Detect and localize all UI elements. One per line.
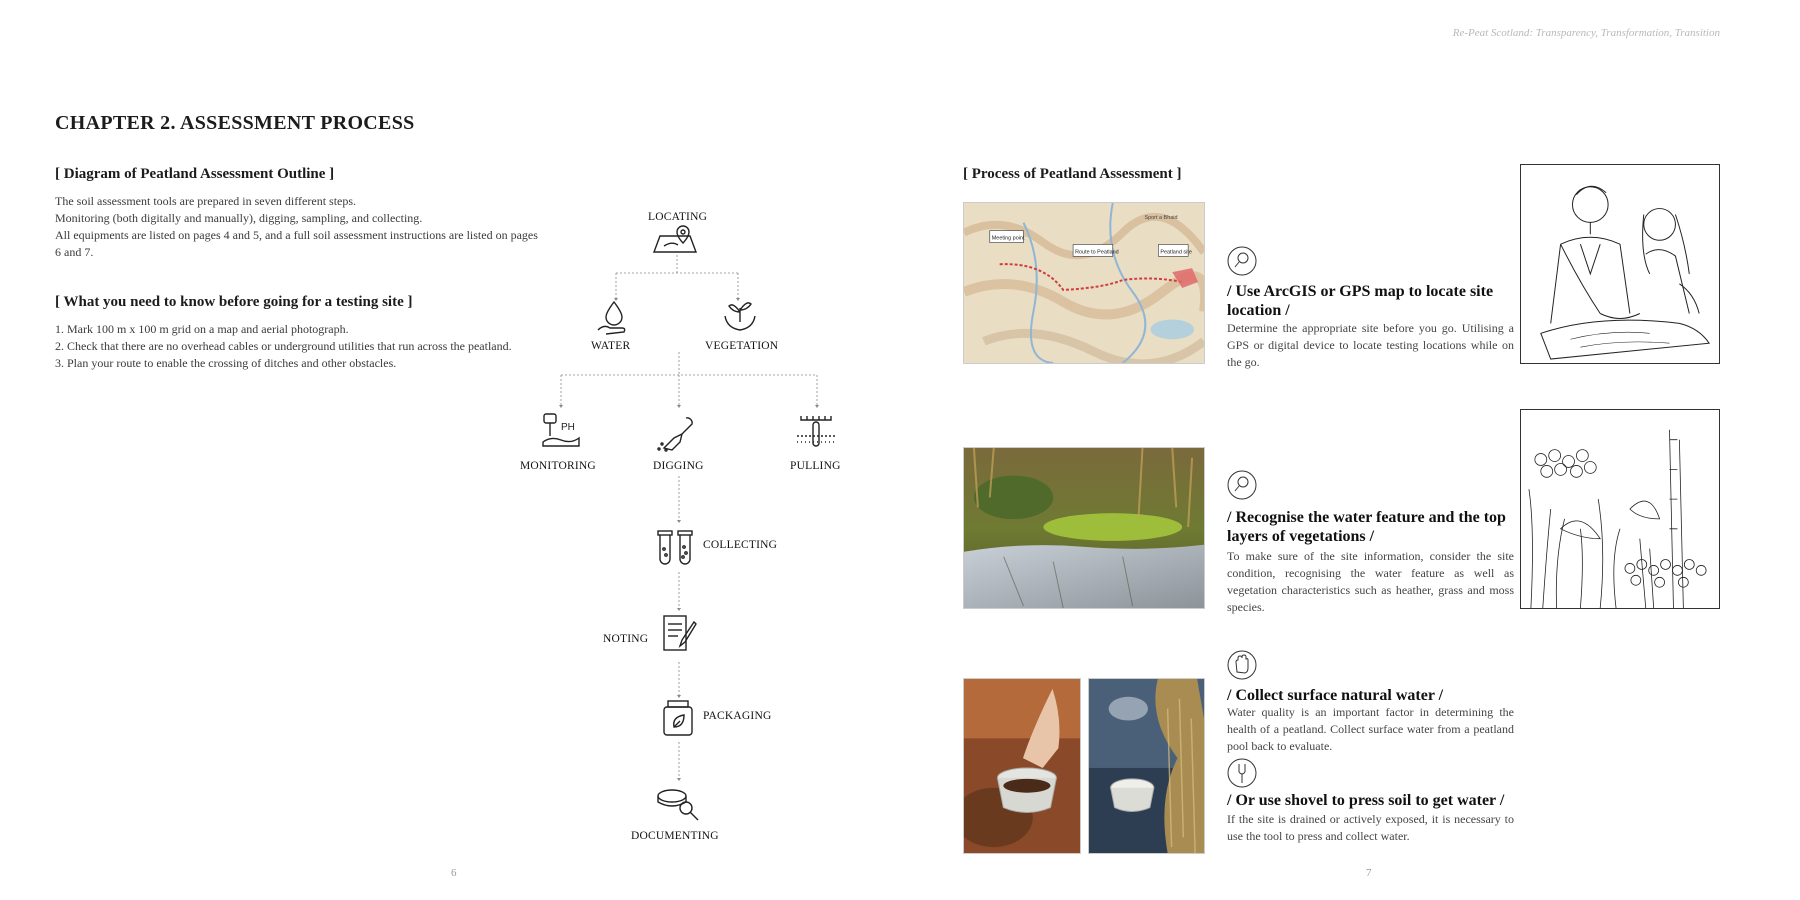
peatland-pool-photo: [963, 447, 1205, 609]
svg-text:PH: PH: [561, 422, 575, 433]
sample-jar-icon: [660, 699, 696, 737]
sketch-people-reading-map: [1520, 164, 1720, 364]
chapter-title: CHAPTER 2. ASSESSMENT PROCESS: [55, 112, 415, 134]
notepad-icon: [660, 614, 698, 654]
magnifier-icon: [1227, 470, 1257, 500]
intro-line: All equipments are listed on pages 4 and 5, and a full soil assessment instructions are listed on pages 6 and 7.: [55, 228, 538, 259]
magnifier-icon: [1227, 246, 1257, 276]
page-number-right: 7: [1366, 867, 1372, 879]
soil-corer-icon: [795, 412, 837, 452]
ph-meter-icon: [541, 412, 581, 448]
step-body: Water quality is an important factor in determining the health of a peatland. Collect surface water from a peatland pool back to evaluate.: [1227, 705, 1514, 753]
diagram-label-noting: NOTING: [603, 633, 649, 645]
step-body: To make sure of the site information, consider the site condition, recognising the water feature as well as vegetation characteristics such as heather, grass and moss species.: [1227, 549, 1514, 614]
site-map-image: [963, 202, 1205, 364]
cup-in-water-photo: [1088, 678, 1205, 854]
svg-text:Route to Peatland: Route to Peatland: [1075, 249, 1119, 256]
step-body: Determine the appropriate site before you go. Utilising a GPS or digital device to locate testing locations while on the go.: [1227, 321, 1514, 369]
diagram-label-packaging: PACKAGING: [703, 710, 772, 722]
diagram-label-digging: DIGGING: [653, 460, 704, 472]
step-title: / Recognise the water feature and the top layers of vegetations /: [1227, 509, 1506, 545]
page-number-left: 6: [451, 867, 457, 879]
know-item: 2. Check that there are no overhead cables or underground utilities that run across the peatland.: [55, 339, 512, 353]
svg-text:Sport a Bhaid: Sport a Bhaid: [1144, 214, 1178, 221]
intro-line: Monitoring (both digitally and manually), digging, sampling, and collecting.: [55, 211, 423, 225]
know-heading: [ What you need to know before going for a testing site ]: [55, 294, 413, 310]
step-title: / Collect surface natural water /: [1227, 687, 1444, 704]
glove-icon: [1227, 650, 1257, 680]
process-heading: [ Process of Peatland Assessment ]: [963, 166, 1182, 182]
know-item: 3. Plan your route to enable the crossing of ditches and other obstacles.: [55, 356, 397, 370]
step-body: If the site is drained or actively exposed, it is necessary to use the tool to press and collect water.: [1227, 812, 1514, 843]
know-item: 1. Mark 100 m x 100 m grid on a map and aerial photograph.: [55, 322, 349, 336]
shovel-icon: [656, 416, 696, 454]
sketch-vegetation-layers: [1520, 409, 1720, 609]
diagram-label-monitoring: MONITORING: [520, 460, 596, 472]
intro-line: The soil assessment tools are prepared in seven different steps.: [55, 194, 357, 208]
step-title: / Use ArcGIS or GPS map to locate site location /: [1227, 283, 1494, 319]
running-header: Re-Peat Scotland: Transparency, Transformation, Transition: [1452, 27, 1720, 39]
water-drop-icon: [596, 300, 630, 336]
diagram-label-vegetation: VEGETATION: [705, 340, 779, 352]
svg-text:Meeting point: Meeting point: [991, 235, 1025, 242]
diagram-label-documenting: DOCUMENTING: [631, 830, 719, 842]
diagram-label-collecting: COLLECTING: [703, 539, 778, 551]
hand-cup-photo: [963, 678, 1081, 854]
diagram-heading: [ Diagram of Peatland Assessment Outline ]: [55, 166, 335, 182]
svg-text:Peatland site: Peatland site: [1160, 249, 1192, 256]
diagram-label-water: WATER: [591, 340, 631, 352]
shovel-icon: [1227, 758, 1257, 788]
petri-magnifier-icon: [656, 784, 700, 822]
test-tubes-icon: [654, 527, 698, 565]
step-title: / Or use shovel to press soil to get water /: [1227, 792, 1505, 809]
diagram-label-pulling: PULLING: [790, 460, 841, 472]
diagram-label-locating: LOCATING: [648, 211, 708, 223]
map-pin-icon: [652, 224, 698, 254]
plant-hands-icon: [723, 298, 757, 334]
